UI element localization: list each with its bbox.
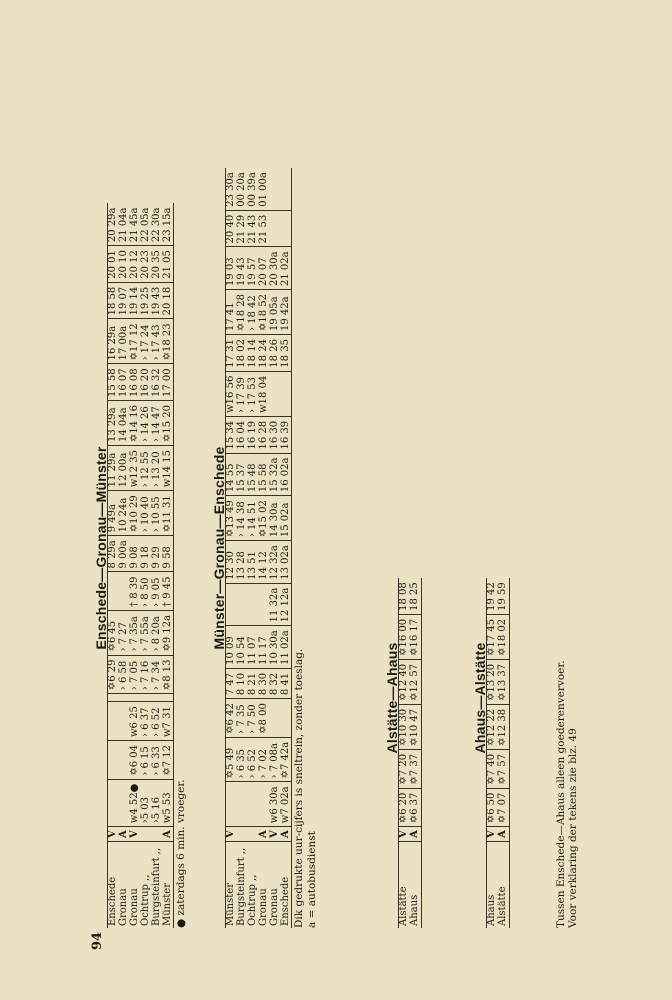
time-cell: › 7 08a bbox=[270, 737, 281, 782]
time-cell: 13 02a bbox=[281, 541, 292, 584]
time-cell: ✡8 13 bbox=[163, 655, 174, 694]
table-row bbox=[498, 578, 509, 928]
time-cell: ✡18 23 bbox=[163, 319, 174, 364]
timetable bbox=[107, 203, 174, 928]
time-cell bbox=[248, 782, 259, 827]
time-cell: 16 04 bbox=[237, 416, 248, 453]
station-name: Ochtrup ,, bbox=[248, 842, 259, 929]
time-cell: 12 32a bbox=[270, 541, 281, 584]
time-cell bbox=[108, 741, 119, 780]
time-cell: ✡18 52 bbox=[259, 290, 270, 335]
time-cell: › 9 05 bbox=[152, 572, 163, 610]
time-cell: 16 30 bbox=[270, 416, 281, 453]
time-cell: 21 04a bbox=[117, 207, 129, 243]
time-cell: ✡16 17 bbox=[410, 614, 421, 659]
time-cell: ✡16 00 bbox=[399, 614, 410, 659]
time-cell: ✡7 57 bbox=[498, 749, 509, 788]
time-cell bbox=[270, 371, 281, 416]
time-cell bbox=[108, 694, 119, 702]
time-cell bbox=[259, 583, 270, 626]
time-cell: ✡7 20 bbox=[399, 749, 410, 788]
time-cell: › 6 52 bbox=[248, 737, 259, 782]
time-cell: 14 30a bbox=[270, 496, 281, 541]
arrival-departure-marker: A bbox=[281, 827, 292, 842]
time-cell: 16 07 bbox=[119, 364, 130, 401]
time-cell: › 14 26 bbox=[141, 401, 152, 446]
time-cell: 16 39 bbox=[281, 416, 292, 453]
time-cell bbox=[108, 572, 119, 610]
arrival-departure-marker: A bbox=[163, 827, 174, 842]
table-row bbox=[281, 168, 292, 928]
time-cell: › 17 43 bbox=[152, 319, 163, 364]
time-cell: ✡15 20 bbox=[163, 401, 174, 446]
station-name: Alstätte bbox=[399, 842, 410, 929]
arrival-departure-marker: V bbox=[270, 827, 281, 842]
time-cell: 18 02 bbox=[237, 335, 248, 372]
time-cell: 17 00a bbox=[119, 319, 130, 364]
section-enschede-muenster bbox=[93, 168, 188, 928]
timetable bbox=[225, 168, 292, 928]
station-name: Enschede bbox=[281, 842, 292, 929]
time-cell: › 14 47 bbox=[152, 401, 163, 446]
section-title: Alstätte—Ahaus bbox=[384, 642, 400, 754]
station-name: Gronau bbox=[270, 842, 281, 929]
time-cell: 18 26 bbox=[270, 335, 281, 372]
time-cell: 18 58 bbox=[108, 282, 119, 319]
time-cell: ✡7 40 bbox=[487, 749, 498, 788]
time-cell: 15 02a bbox=[281, 496, 292, 541]
time-cell: ✡10 29 bbox=[130, 491, 141, 536]
time-cell: 21 45a bbox=[128, 207, 140, 243]
time-cell: › 7 35 bbox=[237, 699, 248, 738]
time-cell: ✡12 57 bbox=[410, 659, 421, 704]
note: ● zaterdags 6 min. vroeger. bbox=[175, 779, 188, 928]
arrival-departure-marker: A bbox=[119, 827, 130, 842]
time-cell: › 7 27 bbox=[119, 610, 130, 655]
time-cell bbox=[270, 210, 281, 247]
section-title: Enschede—Gronau—Münster bbox=[93, 446, 109, 650]
time-cell: 10 09 bbox=[226, 626, 237, 669]
time-cell: 13 51 bbox=[248, 541, 259, 584]
time-cell: 21 02a bbox=[281, 247, 292, 290]
time-cell: 21 53 bbox=[259, 210, 270, 247]
time-cell: › 6 35 bbox=[237, 737, 248, 782]
station-name: Enschede bbox=[108, 842, 119, 929]
time-cell: 11 29a bbox=[108, 446, 119, 491]
time-cell: ✡17 12 bbox=[130, 319, 141, 364]
time-cell: › 17 39 bbox=[237, 371, 248, 416]
time-cell: › 8 20a bbox=[152, 610, 163, 655]
time-cell: 18 08 bbox=[399, 578, 410, 614]
time-cell: 11 02a bbox=[281, 626, 292, 669]
time-cell: ✡10 30 bbox=[399, 704, 410, 749]
time-cell: 20 12 bbox=[130, 246, 141, 283]
time-cell bbox=[119, 694, 130, 702]
time-cell: 12 00a bbox=[119, 446, 130, 491]
time-cell: 18 14 bbox=[248, 335, 259, 372]
note: Dik gedrukte uur-cijfers is sneltrein, zonder toeslag. bbox=[293, 648, 306, 928]
time-cell bbox=[237, 583, 248, 626]
time-cell: ✡6 42 bbox=[226, 699, 237, 738]
time-cell: ✡6 50 bbox=[487, 788, 498, 827]
time-cell: 9 49a bbox=[108, 491, 119, 536]
time-cell: w7 02a bbox=[281, 782, 292, 827]
section-muenster-enschede bbox=[211, 168, 319, 928]
time-cell: 7 47 bbox=[226, 668, 237, 698]
time-cell: 14 55 bbox=[226, 453, 237, 496]
time-cell: ›5 16 bbox=[152, 779, 163, 827]
time-cell: ✡11 31 bbox=[163, 491, 174, 536]
time-cell: 13 29a bbox=[108, 401, 119, 446]
time-cell: † 8 39 bbox=[130, 572, 141, 610]
arrival-departure-marker bbox=[152, 827, 163, 842]
time-cell: › 17 53 bbox=[248, 371, 259, 416]
section-ahaus-alstaette bbox=[472, 468, 510, 928]
note: a = autobusdienst bbox=[306, 831, 319, 928]
time-cell: 15 58 bbox=[259, 453, 270, 496]
time-cell: › 14 38 bbox=[237, 496, 248, 541]
time-cell: ✡8 00 bbox=[259, 699, 270, 738]
time-cell: 18 24 bbox=[259, 335, 270, 372]
time-cell: 19 07 bbox=[119, 282, 130, 319]
station-name: Münster bbox=[163, 842, 174, 929]
time-cell: 19 05a bbox=[270, 290, 281, 335]
time-cell: 10 54 bbox=[237, 626, 248, 669]
time-cell: 19 03 bbox=[226, 247, 237, 290]
time-cell: 16 08 bbox=[130, 364, 141, 401]
footer-line: Tussen Enschede—Ahaus alleen goederenvervoer. bbox=[555, 660, 567, 928]
time-cell: 19 14 bbox=[130, 282, 141, 319]
time-cell bbox=[226, 583, 237, 626]
section-alstaette-ahaus bbox=[384, 468, 422, 928]
time-cell: 20 35 bbox=[152, 246, 163, 283]
arrival-departure-marker: V bbox=[226, 827, 237, 842]
time-cell: › 7 50 bbox=[248, 699, 259, 738]
time-cell: 21 05 bbox=[163, 246, 174, 283]
time-cell bbox=[270, 699, 281, 738]
time-cell: 11 17 bbox=[259, 626, 270, 669]
time-cell: › 8 50 bbox=[141, 572, 152, 610]
table-row bbox=[152, 203, 163, 928]
time-cell: › 6 37 bbox=[141, 702, 152, 741]
footer-line: Voor verklaring der tekens zie blz. 49 bbox=[567, 728, 579, 928]
time-cell: ✡13 49 bbox=[226, 496, 237, 541]
time-cell: 21 29 bbox=[237, 210, 248, 247]
time-cell: 14 04a bbox=[119, 401, 130, 446]
arrival-departure-marker: V bbox=[130, 827, 141, 842]
time-cell: › 18 42 bbox=[248, 290, 259, 335]
time-cell bbox=[163, 694, 174, 702]
station-name: Gronau bbox=[119, 842, 130, 929]
time-cell: 23 15a bbox=[163, 203, 174, 245]
time-cell: › 14 51 bbox=[248, 496, 259, 541]
time-cell: † 9 45 bbox=[163, 572, 174, 610]
time-cell: 9 18 bbox=[141, 536, 152, 572]
time-cell: ✡14 16 bbox=[130, 401, 141, 446]
time-cell: ✡13 37 bbox=[498, 659, 509, 704]
time-cell: 22 30a bbox=[150, 207, 162, 243]
time-cell: 11 32a bbox=[270, 583, 281, 626]
time-cell: 20 10 bbox=[119, 246, 130, 283]
time-cell: ✡17 45 bbox=[487, 614, 498, 659]
time-cell bbox=[152, 694, 163, 702]
time-cell: 16 02a bbox=[281, 453, 292, 496]
time-cell bbox=[141, 694, 152, 702]
time-cell: w12 35 bbox=[130, 446, 141, 491]
time-cell: 20 40 bbox=[226, 210, 237, 247]
time-cell: 8 29a bbox=[108, 536, 119, 572]
time-cell: 8 30 bbox=[259, 668, 270, 698]
time-cell: 8 10 bbox=[237, 668, 248, 698]
time-cell: w6 30a bbox=[270, 782, 281, 827]
time-cell: › 7 02 bbox=[259, 737, 270, 782]
station-name: Ahaus bbox=[487, 842, 498, 929]
table-row bbox=[270, 168, 281, 928]
footer-notes bbox=[555, 660, 579, 928]
time-cell: 17 31 bbox=[226, 335, 237, 372]
time-cell: ✡12 38 bbox=[498, 704, 509, 749]
time-cell: › 12 55 bbox=[141, 446, 152, 491]
timetable bbox=[398, 578, 422, 928]
arrival-departure-marker: A bbox=[498, 827, 509, 842]
time-cell: 16 28 bbox=[259, 416, 270, 453]
time-cell: ✡12 40 bbox=[399, 659, 410, 704]
station-name: Burgsteinfurt ,, bbox=[152, 842, 163, 929]
time-cell: 8 41 bbox=[281, 668, 292, 698]
time-cell: ✡7 37 bbox=[410, 749, 421, 788]
time-cell: ✡12 22 bbox=[487, 704, 498, 749]
time-cell: 9 29 bbox=[152, 536, 163, 572]
time-cell: ✡6 29 bbox=[108, 655, 119, 694]
time-cell: 23 30a bbox=[226, 168, 237, 210]
time-cell: › 17 24 bbox=[141, 319, 152, 364]
time-cell: ✡6 04 bbox=[130, 741, 141, 780]
time-cell: ✡18 02 bbox=[498, 614, 509, 659]
time-cell: w14 15 bbox=[163, 446, 174, 491]
time-cell bbox=[281, 210, 292, 247]
station-name: Gronau bbox=[130, 842, 141, 929]
station-name: Ahaus bbox=[410, 842, 421, 929]
time-cell: ✡9 12a bbox=[163, 610, 174, 655]
time-cell: ✡6 45 bbox=[108, 610, 119, 655]
station-name: Gronau bbox=[259, 842, 270, 929]
time-cell bbox=[248, 583, 259, 626]
time-cell: › 7 34 bbox=[152, 655, 163, 694]
time-cell: 16 19 bbox=[248, 416, 259, 453]
time-cell: w6 25 bbox=[130, 702, 141, 741]
time-cell: 19 57 bbox=[248, 247, 259, 290]
time-cell: 9 00a bbox=[119, 536, 130, 572]
time-cell: w4 52● bbox=[130, 779, 141, 827]
page-number: 94 bbox=[90, 931, 105, 950]
time-cell: 19 43 bbox=[152, 282, 163, 319]
time-cell: ✡6 37 bbox=[410, 788, 421, 827]
time-cell: › 6 33 bbox=[152, 741, 163, 780]
station-name: Burgsteinfurt ,, bbox=[237, 842, 248, 929]
time-cell: w5 53 bbox=[163, 779, 174, 827]
time-cell: 19 25 bbox=[141, 282, 152, 319]
time-cell: 16 20 bbox=[141, 364, 152, 401]
section-title: Ahaus—Alstätte bbox=[472, 642, 488, 754]
rotated-content bbox=[92, 50, 632, 950]
time-cell: ›5 03 bbox=[141, 779, 152, 827]
time-cell: 01 00a bbox=[257, 172, 269, 207]
time-cell: 15 58 bbox=[108, 364, 119, 401]
time-cell bbox=[237, 782, 248, 827]
time-cell: w18 04 bbox=[259, 371, 270, 416]
time-cell: 19 42a bbox=[281, 290, 292, 335]
timetable bbox=[486, 578, 510, 928]
time-cell: w7 31 bbox=[163, 702, 174, 741]
time-cell: 13 28 bbox=[237, 541, 248, 584]
time-cell: 21 43 bbox=[248, 210, 259, 247]
time-cell bbox=[108, 702, 119, 741]
time-cell: 19 43 bbox=[237, 247, 248, 290]
time-cell: › 6 58 bbox=[119, 655, 130, 694]
arrival-departure-marker: V bbox=[399, 827, 410, 842]
time-cell: 9 08 bbox=[130, 536, 141, 572]
time-cell: 10 24a bbox=[119, 491, 130, 536]
time-cell: 9 58 bbox=[163, 536, 174, 572]
time-cell: ✡10 47 bbox=[410, 704, 421, 749]
station-name: Alstätte bbox=[498, 842, 509, 929]
time-cell: ✡7 12 bbox=[163, 741, 174, 780]
arrival-departure-marker: V bbox=[108, 827, 119, 842]
time-cell: ✡7 07 bbox=[498, 788, 509, 827]
arrival-departure-marker: A bbox=[259, 827, 270, 842]
station-name: Ochtrup ,, bbox=[141, 842, 152, 929]
time-cell: 8 32 bbox=[270, 668, 281, 698]
time-cell: › 7 55a bbox=[141, 610, 152, 655]
time-cell: 20 07 bbox=[259, 247, 270, 290]
arrival-departure-marker bbox=[141, 827, 152, 842]
time-cell bbox=[281, 168, 292, 210]
time-cell bbox=[259, 782, 270, 827]
time-cell bbox=[130, 694, 141, 702]
time-cell: 18 35 bbox=[281, 335, 292, 372]
time-cell: 20 18 bbox=[163, 282, 174, 319]
arrival-departure-marker: V bbox=[487, 827, 498, 842]
time-cell: 15 34 bbox=[226, 416, 237, 453]
time-cell: ✡15 02 bbox=[259, 496, 270, 541]
time-cell: 20 30a bbox=[270, 247, 281, 290]
time-cell: 00 39a bbox=[246, 172, 258, 207]
station-name: Münster bbox=[226, 842, 237, 929]
time-cell: 11 07 bbox=[248, 626, 259, 669]
time-cell: › 10 55 bbox=[152, 491, 163, 536]
time-cell: ✡13 20 bbox=[487, 659, 498, 704]
time-cell: 14 12 bbox=[259, 541, 270, 584]
time-cell: 22 05a bbox=[139, 207, 151, 243]
time-cell: 19 42 bbox=[487, 578, 498, 614]
table-row bbox=[141, 203, 152, 928]
table-row bbox=[410, 578, 421, 928]
time-cell: ✡5 49 bbox=[226, 737, 237, 782]
time-cell: 16 29a bbox=[108, 319, 119, 364]
time-cell: 20 29a bbox=[108, 203, 119, 245]
time-cell: › 6 15 bbox=[141, 741, 152, 780]
arrival-departure-marker: A bbox=[410, 827, 421, 842]
time-cell: 18 25 bbox=[410, 578, 421, 614]
time-cell: 17 00 bbox=[163, 364, 174, 401]
time-cell bbox=[226, 782, 237, 827]
time-cell: ✡18 28 bbox=[237, 290, 248, 335]
time-cell: 15 37 bbox=[237, 453, 248, 496]
time-cell: 17 41 bbox=[226, 290, 237, 335]
time-cell: › 7 05 bbox=[130, 655, 141, 694]
time-cell: 19 59 bbox=[498, 578, 509, 614]
time-cell: 8 21 bbox=[248, 668, 259, 698]
time-cell: ✡6 20 bbox=[399, 788, 410, 827]
time-cell bbox=[108, 779, 119, 827]
time-cell bbox=[270, 168, 281, 210]
table-row bbox=[163, 203, 174, 928]
time-cell: 12 30 bbox=[226, 541, 237, 584]
time-cell: 10 30a bbox=[270, 626, 281, 669]
time-cell: 15 48 bbox=[248, 453, 259, 496]
time-cell: › 7 16 bbox=[141, 655, 152, 694]
arrival-departure-marker bbox=[237, 827, 248, 842]
time-cell: 20 23 bbox=[141, 246, 152, 283]
time-cell: 12 12a bbox=[281, 583, 292, 626]
time-cell bbox=[281, 371, 292, 416]
time-cell: 16 32 bbox=[152, 364, 163, 401]
time-cell: ✡7 42a bbox=[281, 737, 292, 782]
time-cell: › 7 35a bbox=[130, 610, 141, 655]
time-cell: › 6 52 bbox=[152, 702, 163, 741]
time-cell: 20 01 bbox=[108, 246, 119, 283]
time-cell: › 13 20 bbox=[152, 446, 163, 491]
time-cell: › 10 40 bbox=[141, 491, 152, 536]
table-row bbox=[259, 168, 270, 928]
time-cell bbox=[281, 699, 292, 738]
time-cell: w16 56 bbox=[226, 371, 237, 416]
time-cell: 00 20a bbox=[235, 172, 247, 207]
section-title: Münster—Gronau—Enschede bbox=[211, 446, 227, 650]
time-cell: 15 32a bbox=[270, 453, 281, 496]
